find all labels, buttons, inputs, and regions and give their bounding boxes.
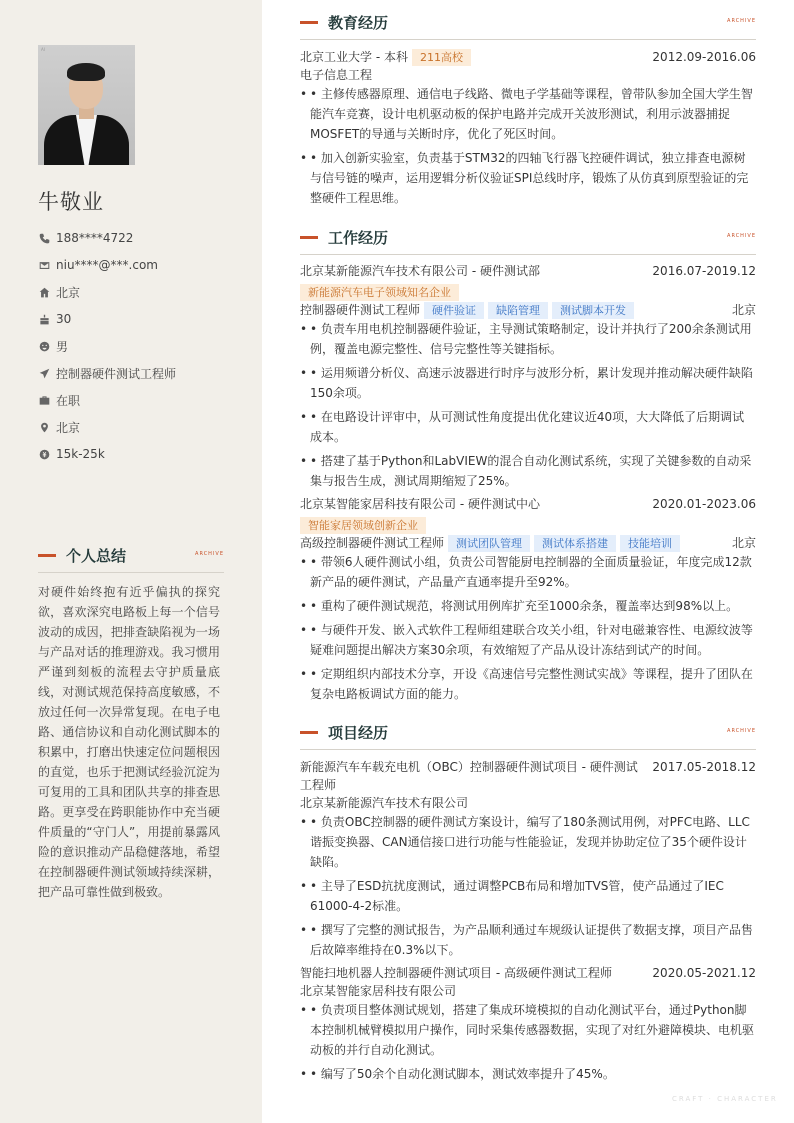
list-item: • • 与硬件开发、嵌入式软件工程师组建联合攻关小组，针对电磁兼容性、电源纹波等疑难问题提出解决方案30余项，有效缩短了产品从设计冻结到试产的时间。	[300, 623, 753, 657]
job-1-header	[300, 262, 756, 280]
profile-photo	[38, 45, 135, 165]
contact-home: 北京	[38, 283, 80, 301]
footer-watermark: CRAFT · CHARACTER	[672, 1095, 778, 1103]
job-role: 高级控制器硬件测试工程师	[300, 536, 445, 550]
project-1-bullets	[300, 812, 756, 964]
job-company: 北京某新能源汽车技术有限公司 - 硬件测试部	[300, 264, 540, 278]
education-major: 电子信息工程	[300, 68, 373, 82]
skill-tag: 测试脚本开发	[552, 302, 634, 319]
job-1-industry: 新能源汽车电子领域知名企业	[300, 283, 756, 301]
candidate-name: 牛敬业	[38, 190, 104, 214]
job-dates: 2020.01-2023.06	[652, 497, 756, 511]
education-dates: 2012.09-2016.06	[652, 50, 756, 64]
briefcase-icon	[38, 394, 50, 406]
projects-heading: 项目经历 ARCHIVE	[300, 722, 756, 750]
project-name: 智能扫地机器人控制器硬件测试项目 - 高级硬件测试工程师	[300, 966, 612, 980]
contact-phone: 188****4722	[38, 229, 133, 247]
job-city: 北京	[731, 303, 756, 317]
send-icon	[38, 367, 50, 379]
job-2-header	[300, 495, 756, 513]
list-item: • • 撰写了完整的测试报告，为产品顺利通过车规级认证提供了数据支撑，项目产品售后故障率维持在0.3%以下。	[300, 923, 753, 957]
summary-text: 对硬件始终抱有近乎偏执的探究欲，喜欢深究电路板上每一个信号波动的成因，把排查缺陷视为一场与产品对话的推理游戏。我习惯用严谨到刻板的流程去守护质量底线，对测试规范保持高度敏感，不放过任何一次异常复现。在电子电路、通信协议和自动化测试脚本的积累中，打磨出快速定位问题根因的直觉，也乐于把测试经验沉淀为可复用的工具和团队共享的排查思路。更享受在跨职能协作中充当硬件质量的“守门人”，用提前暴露风险的意识推动产品稳健落地，希望在控制器硬件测试领域持续深耕，把产品可靠性做到极致。	[38, 585, 220, 899]
list-item: • • 定期组织内部技术分享，开设《高速信号完整性测试实战》等课程，提升了团队在复杂电路板调试方面的能力。	[300, 667, 753, 701]
list-item: • • 重构了硬件测试规范，将测试用例库扩充至1000余条，覆盖率达到98%以上。	[300, 599, 739, 613]
email-icon	[38, 259, 50, 271]
contact-email: niu****@***.com	[38, 256, 158, 274]
skill-tag: 硬件验证	[424, 302, 484, 319]
job-company: 北京某智能家居科技有限公司 - 硬件测试中心	[300, 497, 540, 511]
list-item: • • 运用频谱分析仪、高速示波器进行时序与波形分析，累计发现并推动解决硬件缺陷150余项。	[300, 366, 753, 400]
education-header	[300, 48, 756, 66]
contact-status: 在职	[38, 391, 80, 409]
project-company: 北京某智能家居科技有限公司	[300, 984, 457, 998]
project-2-bullets	[300, 1000, 756, 1088]
school-name: 北京工业大学 - 本科	[300, 50, 408, 64]
skill-tag: 缺陷管理	[488, 302, 548, 319]
contact-age: 30	[38, 310, 71, 328]
list-item: • • 主导了ESD抗扰度测试，通过调整PCB布局和增加TVS管，使产品通过了IEC 61000-4-2标准。	[300, 879, 724, 913]
education-bullets	[300, 84, 756, 212]
contact-salary: 15k-25k	[38, 445, 105, 463]
list-item: • • 带领6人硬件测试小组，负责公司智能厨电控制器的全面质量验证，年度完成12款新产品的硬件测试，产品量产直通率提升至92%。	[300, 555, 752, 589]
job-1-role	[300, 301, 756, 319]
project-name: 新能源汽车车载充电机（OBC）控制器硬件测试项目 - 硬件测试工程师	[300, 760, 638, 792]
job-city: 北京	[731, 536, 756, 550]
gender-icon	[38, 340, 50, 352]
home-icon	[38, 286, 50, 298]
job-role: 控制器硬件测试工程师	[300, 303, 421, 317]
list-item: • • 负责项目整体测试规划，搭建了集成环境模拟的自动化测试平台，通过Python脚本控制机械臂模拟用户操作，同时采集传感器数据，实现了对红外避障模块、电机驱动板的并行自动化测试。	[300, 1003, 755, 1057]
phone-icon	[38, 232, 50, 244]
project-1-header	[300, 758, 756, 794]
job-2-industry: 智能家居领域创新企业	[300, 516, 756, 534]
cake-icon	[38, 313, 50, 325]
list-item: • • 加入创新实验室，负责基于STM32的四轴飞行器飞控硬件调试，独立排查电源树与信号链的噪声，运用逻辑分析仪验证SPI总线时序，锻炼了从仿真到原型验证的完整硬件工程思维。	[300, 151, 749, 205]
project-dates: 2017.05-2018.12	[652, 760, 756, 774]
list-item: • • 负责OBC控制器的硬件测试方案设计，编写了180条测试用例，对PFC电路、LLC谐振变换器、CAN通信接口进行功能与性能验证，发现并协助定位了35个硬件设计缺陷。	[300, 815, 750, 869]
project-2-header	[300, 964, 756, 982]
skill-tag: 测试团队管理	[448, 535, 530, 552]
job-2-role	[300, 534, 756, 552]
skill-tag: 测试体系搭建	[534, 535, 616, 552]
summary-heading: 个人总结 ARCHIVE	[38, 545, 224, 575]
project-company: 北京某新能源汽车技术有限公司	[300, 796, 469, 810]
list-item: • • 编写了50余个自动化测试脚本，测试效率提升了45%。	[300, 1067, 615, 1081]
education-heading: 教育经历 ARCHIVE	[300, 12, 756, 40]
photo-mark: AI	[41, 47, 45, 52]
job-2-bullets	[300, 552, 756, 708]
list-item: • • 在电路设计评审中，从可测试性角度提出优化建议近40项，大大降低了后期调试成本。	[300, 410, 745, 444]
skill-tag: 技能培训	[620, 535, 680, 552]
project-dates: 2020.05-2021.12	[652, 966, 756, 980]
sidebar	[0, 0, 262, 1123]
contact-position: 控制器硬件测试工程师	[38, 364, 176, 382]
list-item: • • 主修传感器原理、通信电子线路、微电子学基础等课程，曾带队参加全国大学生智能汽车竞赛，设计电机驱动板的保护电路并完成开关波形测试，利用示波器捕捉MOSFET的导通与关断时序，优化了死区时间。	[300, 87, 753, 141]
salary-icon	[38, 448, 50, 460]
contact-city: 北京	[38, 418, 80, 436]
school-tag: 211高校	[412, 49, 471, 66]
job-dates: 2016.07-2019.12	[652, 264, 756, 278]
contact-gender: 男	[38, 337, 68, 355]
list-item: • • 负责车用电机控制器硬件验证，主导测试策略制定，设计并执行了200余条测试用例，覆盖电源完整性、信号完整性等关键指标。	[300, 322, 752, 356]
location-icon	[38, 421, 50, 433]
job-1-bullets	[300, 319, 756, 495]
list-item: • • 搭建了基于Python和LabVIEW的混合自动化测试系统，实现了关键参数的自动采集与报告生成，测试周期缩短了25%。	[300, 454, 752, 488]
work-heading: 工作经历 ARCHIVE	[300, 227, 756, 255]
